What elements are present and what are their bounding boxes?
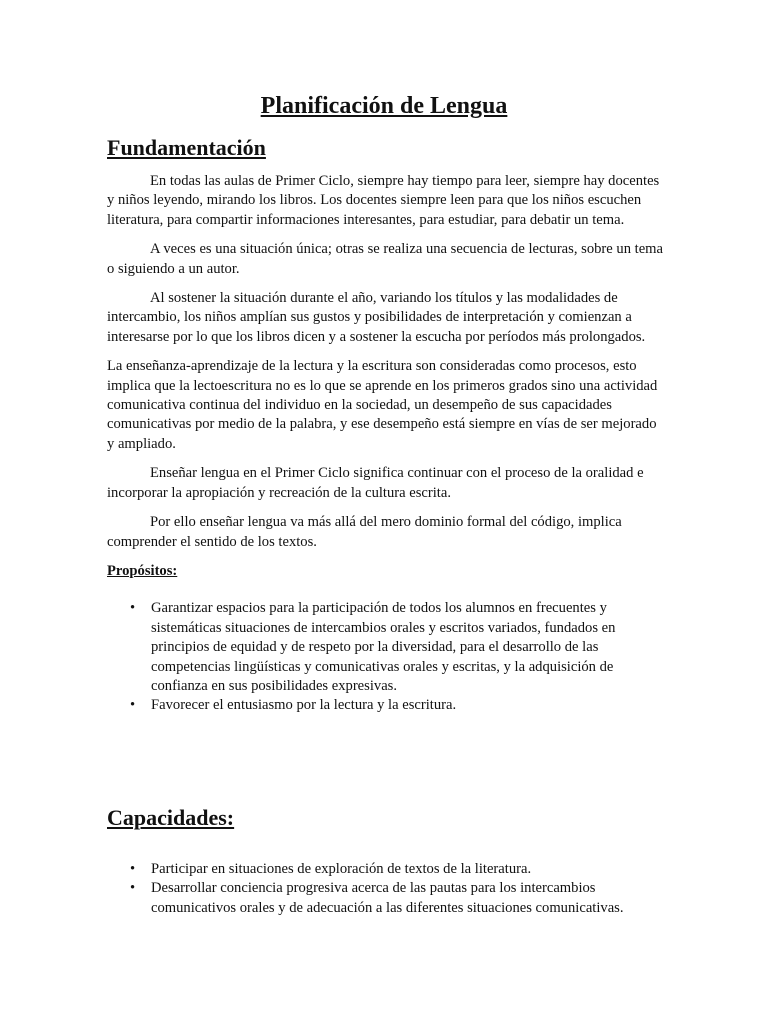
propositos-heading: Propósitos: [107,562,178,579]
paragraph: Al sostener la situación durante el año, variando los títulos y las modalidades de intercambio, los niños amplían sus gustos y posibilidades de interpretación y comienzan a interesarse por lo que los libros dicen y a sostener la escucha por períodos más prolongados. [107,290,646,345]
paragraph: En todas las aulas de Primer Ciclo, siempre hay tiempo para leer, siempre hay docentes y niños leyendo, mirando los libros. Los docentes siempre leen para que los niños escuchen literatura, para compartir informaciones interesantes, para estudiar, para debatir un tema. [107,173,660,228]
paragraph: A veces es una situación única; otras se realiza una secuencia de lecturas, sobre un tema o siguiendo a un autor. [107,241,663,277]
list-item [130,860,663,879]
list-item-text: Desarrollar conciencia progresiva acerca de las pautas para los intercambios comunicativos orales y de adecuación a las diferentes situaciones comunicativas. [151,880,624,916]
list-item-text: Garantizar espacios para la participación de todos los alumnos en frecuentes y sistemáticas situaciones de intercambios orales y escritos variados, fundados en principios de equidad y de respeto por la diversidad, para el desarrollo de las competencias lingüísticas y comunicativas orales y escritas, y la adquisición de confianza en sus posibilidades expresivas. [151,600,616,694]
fundamentacion-body [107,172,663,716]
paragraph: Por ello enseñar lengua va más allá del mero dominio formal del código, implica comprender el sentido de los textos. [107,514,622,550]
bullet-icon: • [130,861,136,877]
document-title: Planificación de Lengua [260,93,508,119]
propositos-list [107,599,663,715]
paragraph: Enseñar lengua en el Primer Ciclo significa continuar con el proceso de la oralidad e incorporar la apropiación y recreación de la cultura escrita. [107,465,644,501]
bullet-icon: • [130,600,136,617]
list-item [130,599,663,696]
bullet-icon: • [130,880,136,897]
list-item [130,696,663,715]
section-heading-capacidades: Capacidades: [107,805,235,830]
list-item [130,879,663,918]
bullet-icon: • [130,697,136,714]
list-item-text: Favorecer el entusiasmo por la lectura y la escritura. [151,697,457,714]
paragraph: La enseñanza-aprendizaje de la lectura y la escritura son consideradas como procesos, esto implica que la lectoescritura no es lo que se aprende en los primeros grados sino una actividad comunicativa continua del individuo en la sociedad, un desempeño de sus capacidades comunicativas por medio de la palabra, y ese desempeño está siempre en vías de ser mejorado y ampliado. [107,358,658,452]
capacidades-list [107,860,663,918]
list-item-text: Participar en situaciones de exploración de textos de la literatura. [151,861,532,877]
section-heading-fundamentacion: Fundamentación [107,135,266,160]
capacidades-body [107,860,663,918]
